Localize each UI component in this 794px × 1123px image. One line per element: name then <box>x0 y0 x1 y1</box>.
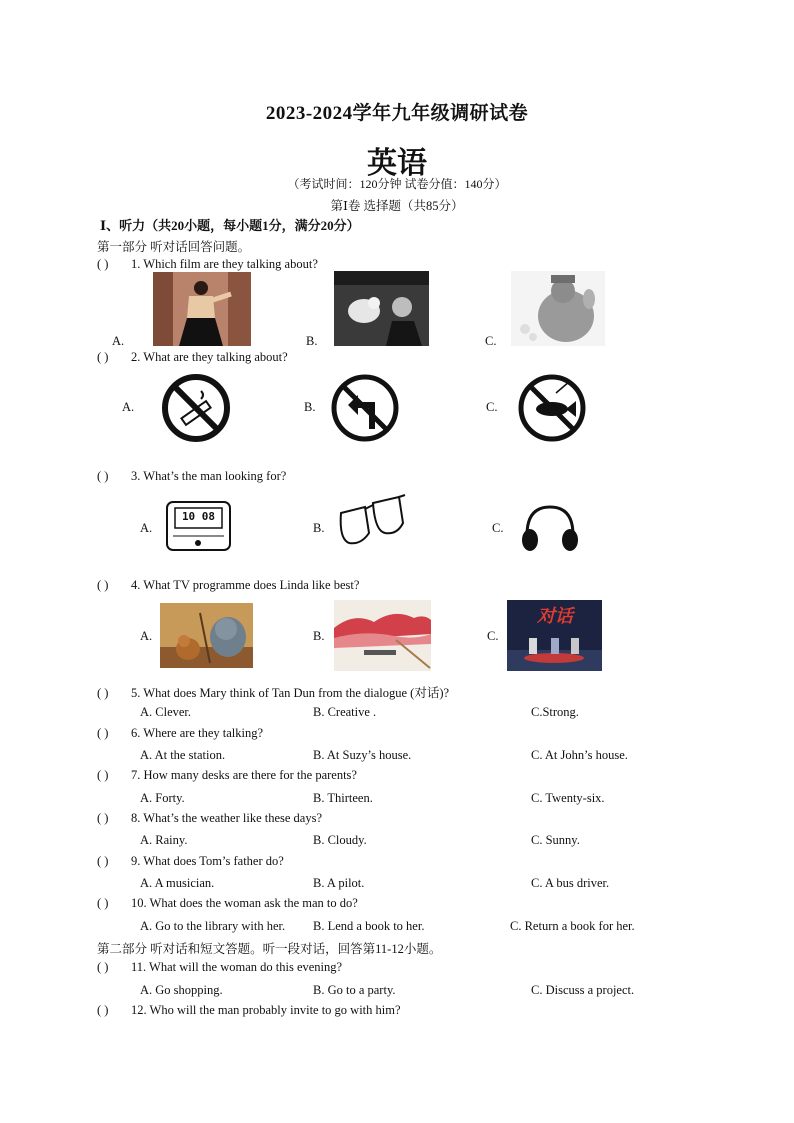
question-7 <box>97 768 357 783</box>
section-heading: Ⅰ、听力（共20小题，每小题1分，满分20分） <box>100 218 360 233</box>
kungfu-image <box>153 272 251 346</box>
subject-title: 英语 <box>367 147 427 180</box>
option-a: A. At the station. <box>140 748 226 762</box>
answer-blank: ( ) <box>97 257 109 271</box>
exam-info: （考试时间：120分钟 试卷分值：140分） <box>287 177 507 191</box>
answer-blank: ( ) <box>97 578 109 592</box>
option-b: B. A pilot. <box>313 876 365 890</box>
option-c: C. A bus driver. <box>531 876 610 890</box>
option-c: C. At John’s house. <box>531 748 628 762</box>
option-a: A. Forty. <box>140 791 185 805</box>
option-c: C.Strong. <box>531 705 579 719</box>
option-c: C. Sunny. <box>531 833 580 847</box>
question-text: 4. What TV programme does Linda like best? <box>131 578 360 592</box>
question-text: 6. Where are they talking? <box>131 726 264 740</box>
question-9 <box>97 854 284 869</box>
option-label: C. <box>485 334 497 348</box>
option-label: B. <box>313 521 325 535</box>
option-label: A. <box>140 629 153 643</box>
option-b: B. Creative . <box>313 705 377 719</box>
answer-blank: ( ) <box>97 350 109 364</box>
question-text: 10. What does the woman ask the man to do? <box>131 896 358 910</box>
question-6 <box>97 726 263 741</box>
option-b: B. At Suzy’s house. <box>313 748 412 762</box>
clock-icon <box>165 500 232 552</box>
option-b: B. Thirteen. <box>313 791 373 805</box>
answer-blank: ( ) <box>97 726 109 740</box>
option-a: A. Go shopping. <box>140 983 223 997</box>
answer-blank: ( ) <box>97 686 109 700</box>
question-4 <box>97 578 359 593</box>
question-text: 12. Who will the man probably invite to go with him? <box>131 1003 401 1017</box>
option-b: B. Cloudy. <box>313 833 367 847</box>
option-label: A. <box>122 400 135 414</box>
answer-blank: ( ) <box>97 1003 109 1017</box>
answer-blank: ( ) <box>97 811 109 825</box>
question-text: 1. Which film are they talking about? <box>131 257 318 271</box>
exam-title: 2023-2024学年九年级调研试卷 <box>265 103 529 124</box>
option-a: A. A musician. <box>140 876 215 890</box>
option-c: C. Return a book for her. <box>510 919 635 933</box>
answer-blank: ( ) <box>97 896 109 910</box>
part1-heading: 第一部分 听对话回答问题。 <box>97 240 251 254</box>
tom-and-jerry-image <box>160 603 253 668</box>
film-photo-kungfu <box>153 272 251 346</box>
question-12 <box>97 1003 401 1018</box>
question-text: 9. What does Tom’s father do? <box>131 854 284 868</box>
no-left-turn-icon <box>330 373 400 443</box>
question-1 <box>97 257 318 272</box>
no-smoking-icon <box>161 373 231 443</box>
option-c: C. Twenty-six. <box>531 791 605 805</box>
volume-heading: 第Ⅰ卷 选择题（共85分） <box>330 199 464 213</box>
question-5 <box>97 683 449 701</box>
option-label: B. <box>313 629 325 643</box>
harry-potter-image <box>334 271 429 346</box>
part2-heading: 第二部分 听对话和短文答题。听一段对话，回答第11-12小题。 <box>97 942 442 956</box>
question-8 <box>97 811 322 826</box>
option-c: C. Discuss a project. <box>531 983 635 997</box>
question-text: 2. What are they talking about? <box>131 350 288 364</box>
question-11 <box>97 960 342 975</box>
film-photo-garfield <box>511 271 605 346</box>
poster-title: 对话 <box>537 606 573 627</box>
clock-time: 10 08 <box>181 510 216 523</box>
option-b: B. Go to a party. <box>313 983 396 997</box>
option-label: B. <box>304 400 316 414</box>
option-label: C. <box>492 521 504 535</box>
option-a: A. Rainy. <box>140 833 188 847</box>
option-b: B. Lend a book to her. <box>313 919 425 933</box>
question-2 <box>97 350 288 365</box>
glasses-icon <box>333 493 408 559</box>
question-text: 5. What does Mary think of Tan Dun from the dialogue (对话)? <box>131 686 450 700</box>
question-text: 7. How many desks are there for the parents? <box>131 768 357 782</box>
question-text: 3. What’s the man looking for? <box>131 469 287 483</box>
option-a: A. Clever. <box>140 705 192 719</box>
headphones-icon <box>519 503 581 553</box>
option-label: A. <box>140 521 153 535</box>
no-fishing-icon <box>516 373 588 443</box>
option-a: A. Go to the library with her. <box>140 919 286 933</box>
option-label: C. <box>487 629 499 643</box>
answer-blank: ( ) <box>97 960 109 974</box>
question-text: 11. What will the woman do this evening? <box>131 960 343 974</box>
documentary-poster-image <box>334 600 431 671</box>
option-label: B. <box>306 334 318 348</box>
option-label: A. <box>112 334 125 348</box>
film-photo-harry-potter <box>334 271 429 346</box>
option-label: C. <box>486 400 498 414</box>
answer-blank: ( ) <box>97 854 109 868</box>
question-text: 8. What’s the weather like these days? <box>131 811 323 825</box>
question-3 <box>97 469 286 484</box>
question-10 <box>97 896 358 911</box>
talk-show-poster-image <box>507 600 602 671</box>
answer-blank: ( ) <box>97 768 109 782</box>
answer-blank: ( ) <box>97 469 109 483</box>
garfield-image <box>511 271 605 346</box>
